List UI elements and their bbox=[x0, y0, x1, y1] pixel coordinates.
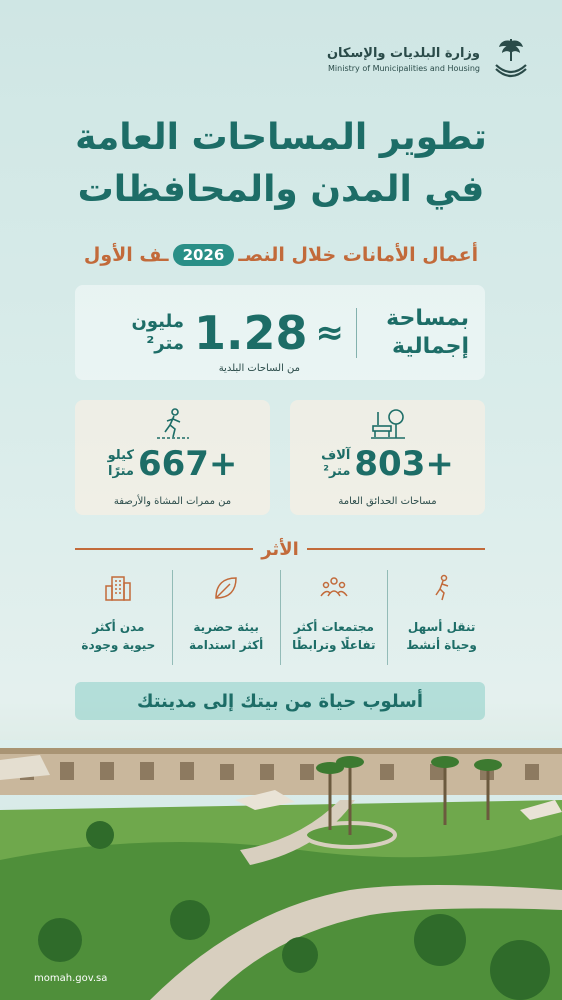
impact-text-line-1: بيئة حضرية bbox=[193, 620, 259, 634]
community-icon bbox=[320, 574, 348, 602]
walkways-note: من ممرات المشاة والأرصفة bbox=[113, 496, 232, 507]
impact-text-line-2: تفاعلًا وترابطًا bbox=[292, 638, 376, 652]
impact-item-environment bbox=[172, 570, 280, 665]
leaf-icon bbox=[212, 574, 240, 602]
total-unit-line-1: مليون bbox=[131, 310, 184, 332]
total-note: من الساحات البلدية bbox=[218, 363, 300, 374]
total-unit-line-2: متر² bbox=[146, 332, 184, 354]
parks-stat-card bbox=[290, 400, 485, 515]
ministry-name-ar: وزارة البلديات والإسكان bbox=[326, 45, 480, 61]
impact-line-left bbox=[75, 548, 253, 550]
ministry-logo bbox=[302, 34, 532, 84]
ministry-name-en: Ministry of Municipalities and Housing bbox=[328, 63, 480, 73]
parks-note: مساحات الحدائق العامة bbox=[338, 496, 437, 507]
impact-item-mobility bbox=[387, 570, 495, 665]
impact-text-line-1: مدن أكثر bbox=[92, 620, 145, 634]
total-label-line-1: بمساحة bbox=[386, 305, 469, 331]
total-number: 1.28 bbox=[194, 305, 308, 360]
year-badge: 2026 bbox=[173, 244, 235, 266]
impact-grid bbox=[65, 570, 495, 665]
park-bench-icon bbox=[370, 408, 406, 440]
website-domain: momah.gov.sa bbox=[34, 973, 108, 984]
saudi-emblem-icon bbox=[490, 35, 532, 83]
walking-icon bbox=[428, 574, 456, 602]
walkways-stat-card bbox=[75, 400, 270, 515]
total-area-card bbox=[75, 285, 485, 380]
parks-unit-line-1: آلاف bbox=[321, 448, 351, 463]
impact-item-cities bbox=[65, 570, 172, 665]
slogan-banner: أسلوب حياة من بيتك إلى مدينتك bbox=[75, 682, 485, 720]
title-line-1: تطوير المساحات العامة bbox=[75, 117, 487, 158]
impact-line-right bbox=[307, 548, 485, 550]
total-unit bbox=[132, 311, 185, 355]
page-title bbox=[30, 112, 532, 216]
subtitle-after: ـف الأول bbox=[83, 244, 169, 266]
impact-text-line-1: تنقل أسهل bbox=[407, 620, 476, 634]
walkways-number: 667+ bbox=[137, 444, 238, 484]
subtitle-before: أعمال الأمانات خلال النصـ bbox=[238, 244, 479, 266]
impact-text-line-1: مجتمعات أكثر bbox=[293, 620, 374, 634]
impact-text-line-2: أكثر استدامة bbox=[189, 638, 264, 652]
walkways-unit-line-1: كيلو bbox=[107, 448, 134, 463]
total-label-line-2: إجمالية bbox=[392, 333, 469, 359]
walkways-unit bbox=[108, 448, 134, 480]
approx-symbol: ≈ bbox=[315, 312, 344, 353]
buildings-icon bbox=[104, 574, 132, 602]
impact-text-line-2: حيوية وجودة bbox=[81, 638, 156, 652]
impact-title: الأثر bbox=[261, 538, 299, 560]
parks-unit bbox=[321, 448, 350, 480]
divider bbox=[356, 308, 357, 358]
park-photo bbox=[0, 740, 562, 1000]
impact-text-line-2: وحياة أنشط bbox=[406, 638, 477, 652]
parks-unit-line-2: متر² bbox=[323, 464, 351, 479]
subtitle bbox=[30, 240, 532, 270]
title-line-2: في المدن والمحافظات bbox=[77, 169, 485, 210]
walkways-unit-line-2: مترًا bbox=[108, 464, 134, 479]
walking-person-icon bbox=[155, 408, 191, 440]
total-label bbox=[369, 305, 469, 361]
impact-item-community bbox=[280, 570, 388, 665]
parks-number: 803+ bbox=[354, 444, 454, 484]
impact-header bbox=[75, 535, 485, 563]
